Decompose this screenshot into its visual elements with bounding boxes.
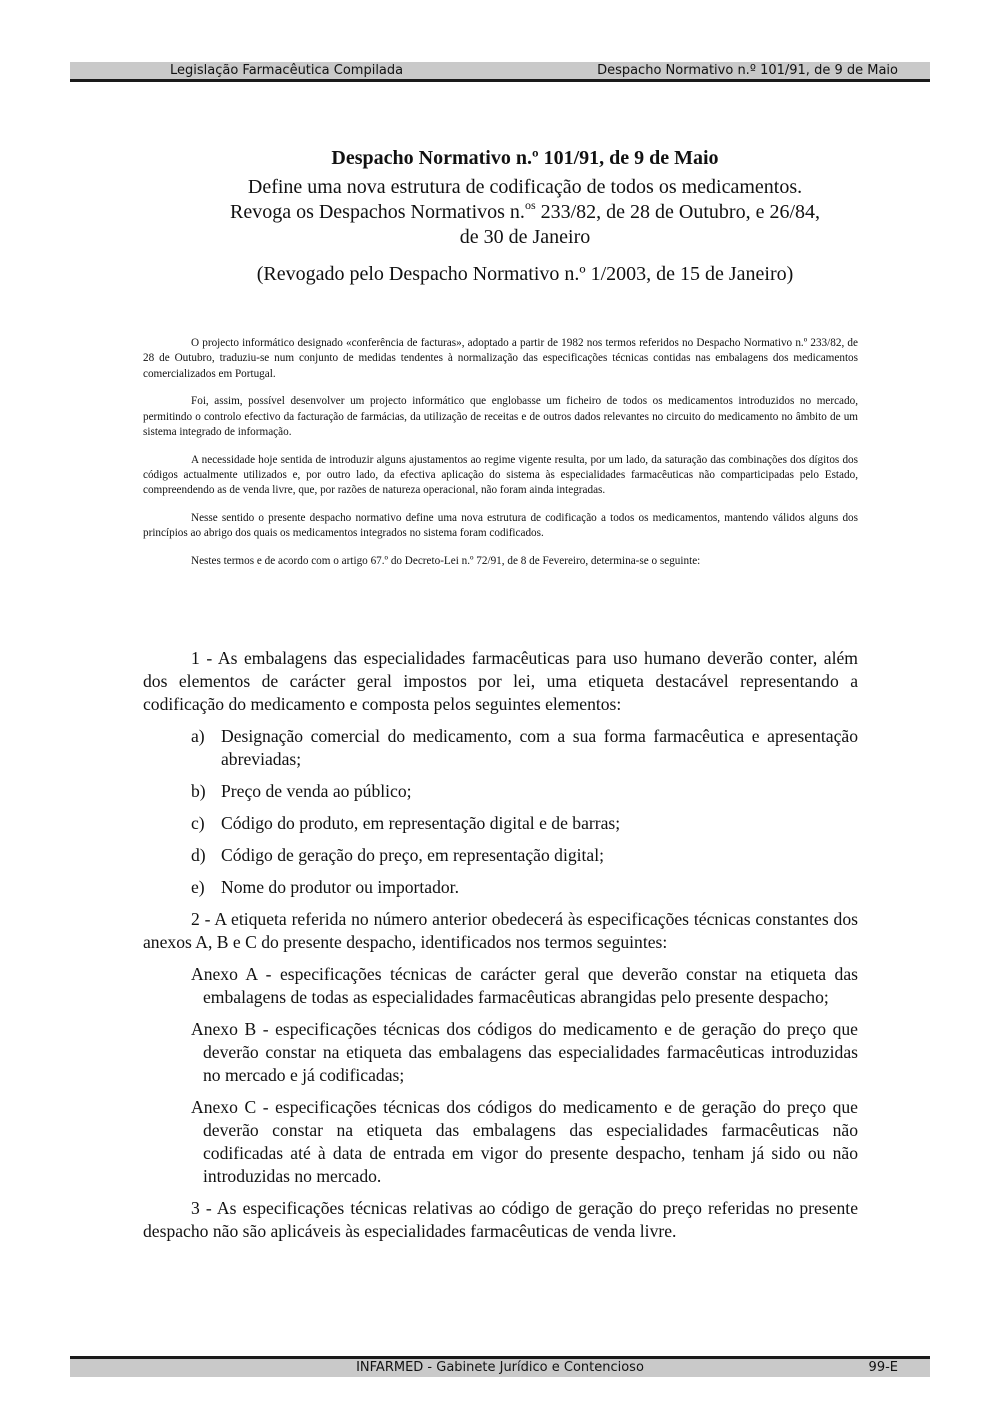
list-item-label: b) [191,781,206,801]
list-item [143,725,858,771]
revoked-note: (Revogado pelo Despacho Normativo n.º 1/2003, de 15 de Janeiro) [256,263,794,285]
page-header [70,62,930,82]
article-1-list [143,725,858,899]
preamble-paragraph: O projecto informático designado «conferência de facturas», adoptado a partir de 1982 nos termos referidos no Despacho Normativo n.º 233/82, de 28 de Outubro, traduziu-se num conjunto de medidas tendentes à normalização das especificações técnicas contidas nas embalagens dos medicamentos comercializados em Portugal. [143,337,858,380]
page-footer [70,1356,930,1377]
annex-b: Anexo B - especificações técnicas dos códigos do medicamento e de geração do preço que deverão constar na etiqueta das embalagens das especialidades farmacêuticas introduzidas no mercado e já codificadas; [191,1019,858,1085]
list-item-text: Preço de venda ao público; [221,781,412,801]
subtitle-line-3: de 30 de Janeiro [459,226,591,248]
list-item-text: Código do produto, em representação digital e de barras; [221,813,621,833]
article-3: 3 - As especificações técnicas relativas ao código de geração do preço referidas no presente despacho não são aplicáveis às especialidades farmacêuticas de venda livre. [143,1198,858,1241]
subtitle-line-2-post: 233/82, de 28 de Outubro, e 26/84, [535,201,821,223]
document-subtitle [120,175,930,250]
document-body [143,647,858,1243]
page-number: 99-E [868,1360,898,1375]
list-item-label: a) [191,726,205,746]
footer-publisher: INFARMED - Gabinete Jurídico e Contencioso [356,1360,644,1375]
list-item-text: Código de geração do preço, em representação digital; [221,845,604,865]
preamble-paragraph: Foi, assim, possível desenvolver um projecto informático que englobasse um ficheiro de todos os medicamentos introduzidos no mercado, permitindo o controlo efectivo da facturação de farmácias, da utilização de receitas e de outros dados relevantes no circuito do medicamento no âmbito de um sistema integrado de informação. [143,395,858,438]
preamble [143,336,858,582]
header-right-title: Despacho Normativo n.º 101/91, de 9 de Maio [597,63,898,78]
subtitle-line-1: Define uma nova estrutura de codificação de todos os medicamentos. [247,176,803,198]
list-item-text: Designação comercial do medicamento, com a sua forma farmacêutica e apresentação abreviadas; [221,726,858,769]
annex-c: Anexo C - especificações técnicas dos códigos do medicamento e de geração do preço que deverão constar na etiqueta das embalagens das especialidades farmacêuticas não codificadas até à data de entrada em vigor do presente despacho, tenham já sido ou não introduzidas no mercado. [191,1097,858,1186]
preamble-paragraph: A necessidade hoje sentida de introduzir alguns ajustamentos ao regime vigente resulta, por um lado, da saturação das combinações dos dígitos dos códigos actualmente utilizados e, por outro lado, da efectiva aplicação do sistema às especialidades farmacêuticas não comparticipadas pelo Estado, compreendendo as de venda livre, que, por razões de natureza operacional, não foram ainda integradas. [143,453,858,497]
list-item-text: Nome do produtor ou importador. [221,877,459,897]
header-left-title: Legislação Farmacêutica Compilada [170,63,404,78]
subtitle-superscript: os [524,198,536,212]
subtitle-line-2-pre: Revoga os Despachos Normativos n. [229,201,525,223]
list-item [143,780,858,803]
preamble-paragraph: Nesse sentido o presente despacho normativo define uma nova estrutura de codificação a todos os medicamentos, mantendo válidos alguns dos princípios ao abrigo dos quais os medicamentos integrados no sistema foram codificados. [143,512,858,540]
annex-a: Anexo A - especificações técnicas de carácter geral que deverão constar na etiqueta das embalagens de todas as especialidades farmacêuticas abrangidas pelo presente despacho; [191,964,858,1007]
subtitle-line-2 [120,200,930,225]
list-item-label: e) [191,877,205,897]
list-item [143,876,858,899]
preamble-paragraph: Nestes termos e de acordo com o artigo 67.º do Decreto-Lei n.º 72/91, de 8 de Fevereiro, determina-se o seguinte: [191,555,701,568]
list-item-label: c) [191,813,205,833]
article-1: 1 - As embalagens das especialidades farmacêuticas para uso humano deverão conter, além dos elementos de carácter geral impostos por lei, uma etiqueta destacável representando a codificação do medicamento e composta pelos seguintes elementos: [143,648,858,714]
article-2: 2 - A etiqueta referida no número anterior obedecerá às especificações técnicas constantes dos anexos A, B e C do presente despacho, identificados nos termos seguintes: [143,909,858,952]
list-item-label: d) [191,845,206,865]
document-title: Despacho Normativo n.º 101/91, de 9 de Maio [331,147,719,169]
list-item [143,812,858,835]
title-block [120,145,930,287]
list-item [143,844,858,867]
